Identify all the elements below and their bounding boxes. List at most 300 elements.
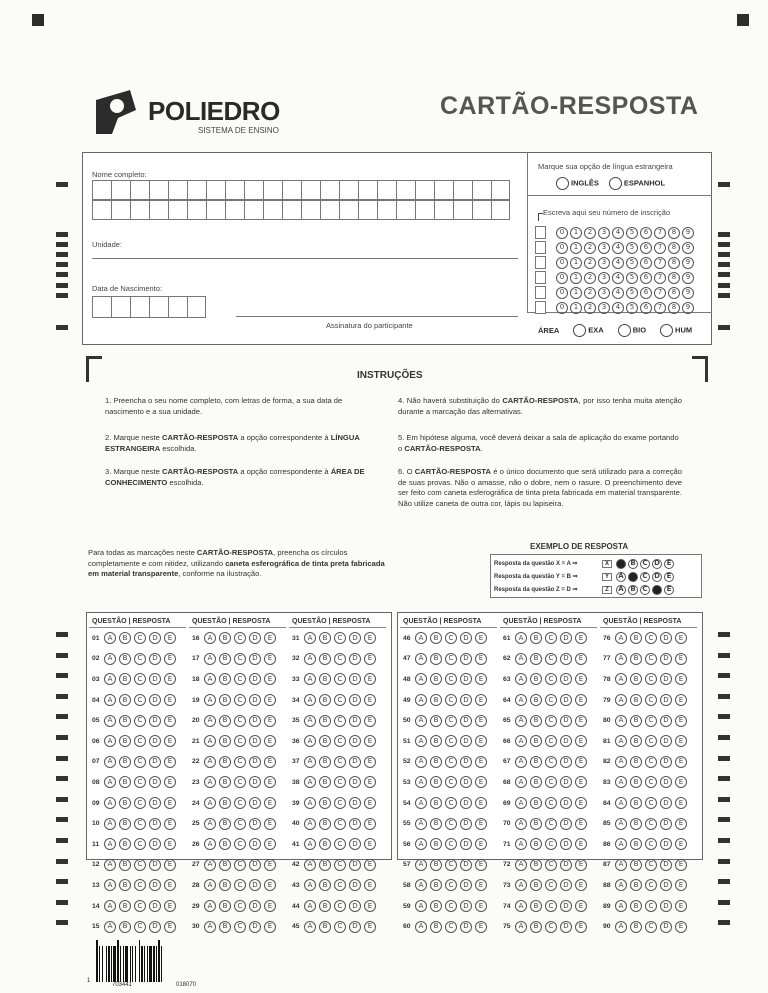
answer-bubble-d[interactable]: D xyxy=(149,756,161,768)
answer-bubble-d[interactable]: D xyxy=(660,797,672,809)
answer-bubble-d[interactable]: D xyxy=(149,838,161,850)
inscription-digit-bubble[interactable]: 4 xyxy=(612,227,624,239)
inscription-digit-bubble[interactable]: 4 xyxy=(612,257,624,269)
answer-bubble-a[interactable]: A xyxy=(615,859,627,871)
answer-bubble-d[interactable]: D xyxy=(660,653,672,665)
answer-bubble-b[interactable]: B xyxy=(319,776,331,788)
answer-bubble-d[interactable]: D xyxy=(560,859,572,871)
answer-bubble-c[interactable]: C xyxy=(234,900,246,912)
answer-bubble-a[interactable]: A xyxy=(615,818,627,830)
answer-bubble-a[interactable]: A xyxy=(204,673,216,685)
answer-bubble-a[interactable]: A xyxy=(615,838,627,850)
answer-bubble-a[interactable]: A xyxy=(304,776,316,788)
name-char-box[interactable] xyxy=(396,200,415,220)
answer-bubble-c[interactable]: C xyxy=(334,653,346,665)
area-option-bio[interactable] xyxy=(618,324,646,337)
answer-bubble-b[interactable]: B xyxy=(630,673,642,685)
name-char-box[interactable] xyxy=(320,180,339,200)
answer-bubble-a[interactable]: A xyxy=(415,879,427,891)
answer-bubble-c[interactable]: C xyxy=(334,756,346,768)
answer-bubble-d[interactable]: D xyxy=(349,735,361,747)
answer-bubble-c[interactable]: C xyxy=(134,756,146,768)
answer-bubble-a[interactable]: A xyxy=(304,735,316,747)
answer-bubble-c[interactable]: C xyxy=(334,859,346,871)
answer-bubble-d[interactable]: D xyxy=(349,673,361,685)
name-char-box[interactable] xyxy=(263,200,282,220)
answer-bubble-d[interactable]: D xyxy=(249,838,261,850)
answer-bubble-b[interactable]: B xyxy=(119,694,131,706)
answer-bubble-d[interactable]: D xyxy=(149,921,161,933)
inscription-digit-box[interactable] xyxy=(535,226,546,239)
inscription-digit-bubble[interactable]: 2 xyxy=(584,242,596,254)
answer-bubble-a[interactable]: A xyxy=(204,694,216,706)
answer-bubble-c[interactable]: C xyxy=(134,673,146,685)
answer-bubble-c[interactable]: C xyxy=(234,694,246,706)
answer-bubble-c[interactable]: C xyxy=(445,756,457,768)
inscription-digit-bubble[interactable]: 7 xyxy=(654,227,666,239)
name-char-box[interactable] xyxy=(472,180,491,200)
inscription-digit-bubble[interactable]: 0 xyxy=(556,272,568,284)
name-char-box[interactable] xyxy=(415,200,434,220)
answer-bubble-a[interactable]: A xyxy=(204,653,216,665)
answer-bubble-c[interactable]: C xyxy=(334,694,346,706)
answer-bubble-b[interactable]: B xyxy=(430,879,442,891)
name-char-box[interactable] xyxy=(377,200,396,220)
answer-bubble-a[interactable]: A xyxy=(415,735,427,747)
answer-bubble-d[interactable]: D xyxy=(660,756,672,768)
answer-bubble-c[interactable]: C xyxy=(334,776,346,788)
answer-bubble-a[interactable]: A xyxy=(304,879,316,891)
answer-bubble-d[interactable]: D xyxy=(460,879,472,891)
answer-bubble-c[interactable]: C xyxy=(545,715,557,727)
answer-bubble-d[interactable]: D xyxy=(460,694,472,706)
answer-bubble-a[interactable]: A xyxy=(415,756,427,768)
answer-bubble-c[interactable]: C xyxy=(134,653,146,665)
answer-bubble-c[interactable]: C xyxy=(334,673,346,685)
answer-bubble-b[interactable]: B xyxy=(630,735,642,747)
answer-bubble-a[interactable]: A xyxy=(104,653,116,665)
answer-bubble-d[interactable]: D xyxy=(349,838,361,850)
inscription-digit-bubble[interactable]: 6 xyxy=(640,257,652,269)
name-char-box[interactable] xyxy=(206,200,225,220)
birth-digit-box[interactable] xyxy=(168,296,187,318)
answer-bubble-c[interactable]: C xyxy=(134,900,146,912)
answer-bubble-a[interactable]: A xyxy=(515,735,527,747)
answer-bubble-c[interactable]: C xyxy=(645,859,657,871)
answer-bubble-e[interactable]: E xyxy=(164,818,176,830)
answer-bubble-b[interactable]: B xyxy=(319,859,331,871)
answer-bubble-c[interactable]: C xyxy=(334,632,346,644)
inscription-digit-box[interactable] xyxy=(535,241,546,254)
answer-bubble-e[interactable]: E xyxy=(575,735,587,747)
answer-bubble-b[interactable]: B xyxy=(219,859,231,871)
answer-bubble-a[interactable]: A xyxy=(304,694,316,706)
answer-bubble-b[interactable]: B xyxy=(219,776,231,788)
answer-bubble-a[interactable]: A xyxy=(204,632,216,644)
inscription-digit-bubble[interactable]: 0 xyxy=(556,257,568,269)
answer-bubble-d[interactable]: D xyxy=(149,694,161,706)
name-char-box[interactable] xyxy=(434,200,453,220)
inscription-digit-bubble[interactable]: 9 xyxy=(682,272,694,284)
answer-bubble-c[interactable]: C xyxy=(545,694,557,706)
answer-bubble-b[interactable]: B xyxy=(430,776,442,788)
name-field[interactable] xyxy=(92,180,510,220)
answer-bubble-a[interactable]: A xyxy=(304,818,316,830)
name-char-box[interactable] xyxy=(377,180,396,200)
answer-bubble-e[interactable]: E xyxy=(264,776,276,788)
answer-bubble-c[interactable]: C xyxy=(234,632,246,644)
answer-bubble-e[interactable]: E xyxy=(475,694,487,706)
answer-bubble-b[interactable]: B xyxy=(319,900,331,912)
answer-bubble-a[interactable]: A xyxy=(204,900,216,912)
name-char-box[interactable] xyxy=(130,200,149,220)
answer-bubble-b[interactable]: B xyxy=(530,632,542,644)
name-char-box[interactable] xyxy=(92,200,111,220)
answer-bubble-c[interactable]: C xyxy=(445,735,457,747)
answer-bubble-e[interactable]: E xyxy=(164,735,176,747)
answer-bubble-e[interactable]: E xyxy=(475,921,487,933)
answer-bubble-c[interactable]: C xyxy=(545,735,557,747)
answer-bubble-d[interactable]: D xyxy=(349,776,361,788)
answer-bubble-c[interactable]: C xyxy=(645,921,657,933)
answer-bubble-d[interactable]: D xyxy=(460,859,472,871)
answer-bubble-e[interactable]: E xyxy=(264,818,276,830)
answer-bubble-a[interactable]: A xyxy=(615,632,627,644)
answer-bubble-c[interactable]: C xyxy=(234,715,246,727)
answer-bubble-a[interactable]: A xyxy=(615,715,627,727)
answer-bubble-c[interactable]: C xyxy=(645,653,657,665)
answer-bubble-d[interactable]: D xyxy=(249,756,261,768)
answer-bubble-a[interactable]: A xyxy=(104,694,116,706)
answer-bubble-c[interactable]: C xyxy=(134,632,146,644)
answer-bubble-c[interactable]: C xyxy=(334,900,346,912)
answer-bubble-b[interactable]: B xyxy=(530,818,542,830)
answer-bubble-a[interactable]: A xyxy=(104,921,116,933)
answer-bubble-d[interactable]: D xyxy=(149,653,161,665)
answer-bubble-d[interactable]: D xyxy=(149,735,161,747)
answer-bubble-e[interactable]: E xyxy=(164,797,176,809)
answer-bubble-d[interactable]: D xyxy=(149,859,161,871)
answer-bubble-b[interactable]: B xyxy=(430,838,442,850)
answer-bubble-c[interactable]: C xyxy=(234,921,246,933)
name-char-box[interactable] xyxy=(111,180,130,200)
answer-bubble-d[interactable]: D xyxy=(249,921,261,933)
answer-bubble-b[interactable]: B xyxy=(119,735,131,747)
inscription-digit-bubble[interactable]: 2 xyxy=(584,302,596,314)
answer-bubble-b[interactable]: B xyxy=(530,694,542,706)
answer-bubble-a[interactable]: A xyxy=(104,632,116,644)
name-char-box[interactable] xyxy=(225,180,244,200)
answer-bubble-b[interactable]: B xyxy=(219,673,231,685)
answer-bubble-d[interactable]: D xyxy=(460,632,472,644)
inscription-digit-bubble[interactable]: 8 xyxy=(668,257,680,269)
inscription-digit-bubble[interactable]: 1 xyxy=(570,227,582,239)
inscription-digit-bubble[interactable]: 9 xyxy=(682,287,694,299)
answer-bubble-c[interactable]: C xyxy=(234,756,246,768)
answer-bubble-c[interactable]: C xyxy=(645,735,657,747)
answer-bubble-e[interactable]: E xyxy=(675,653,687,665)
answer-bubble-b[interactable]: B xyxy=(219,797,231,809)
inscription-digit-box[interactable] xyxy=(535,286,546,299)
answer-bubble-a[interactable]: A xyxy=(304,632,316,644)
inscription-digit-bubble[interactable]: 8 xyxy=(668,302,680,314)
answer-bubble-c[interactable]: C xyxy=(645,715,657,727)
answer-bubble-c[interactable]: C xyxy=(545,632,557,644)
answer-bubble-e[interactable]: E xyxy=(575,818,587,830)
answer-bubble-b[interactable]: B xyxy=(319,673,331,685)
answer-bubble-b[interactable]: B xyxy=(219,818,231,830)
answer-bubble-c[interactable]: C xyxy=(645,776,657,788)
inscription-digit-bubble[interactable]: 0 xyxy=(556,287,568,299)
answer-bubble-e[interactable]: E xyxy=(164,879,176,891)
answer-bubble-c[interactable]: C xyxy=(445,859,457,871)
answer-bubble-b[interactable]: B xyxy=(530,673,542,685)
answer-bubble-d[interactable]: D xyxy=(560,694,572,706)
answer-bubble-b[interactable]: B xyxy=(430,632,442,644)
answer-bubble-b[interactable]: B xyxy=(630,900,642,912)
answer-bubble-b[interactable]: B xyxy=(219,632,231,644)
answer-bubble-e[interactable]: E xyxy=(575,776,587,788)
answer-bubble-b[interactable]: B xyxy=(630,879,642,891)
inscription-digit-box[interactable] xyxy=(535,271,546,284)
answer-bubble-c[interactable]: C xyxy=(545,673,557,685)
answer-bubble-c[interactable]: C xyxy=(545,756,557,768)
name-char-box[interactable] xyxy=(491,200,510,220)
answer-bubble-e[interactable]: E xyxy=(575,715,587,727)
inscription-digit-bubble[interactable]: 1 xyxy=(570,257,582,269)
inscription-digit-bubble[interactable]: 3 xyxy=(598,242,610,254)
answer-bubble-a[interactable]: A xyxy=(204,735,216,747)
answer-bubble-e[interactable]: E xyxy=(264,879,276,891)
answer-bubble-a[interactable]: A xyxy=(104,900,116,912)
name-char-box[interactable] xyxy=(472,200,491,220)
answer-bubble-d[interactable]: D xyxy=(560,756,572,768)
answer-bubble-e[interactable]: E xyxy=(575,756,587,768)
answer-bubble-e[interactable]: E xyxy=(364,818,376,830)
answer-bubble-e[interactable]: E xyxy=(475,735,487,747)
answer-bubble-b[interactable]: B xyxy=(119,673,131,685)
answer-bubble-a[interactable]: A xyxy=(304,756,316,768)
answer-bubble-e[interactable]: E xyxy=(675,776,687,788)
answer-bubble-d[interactable]: D xyxy=(249,653,261,665)
inscription-digit-bubble[interactable]: 0 xyxy=(556,302,568,314)
answer-bubble-e[interactable]: E xyxy=(675,694,687,706)
answer-bubble-e[interactable]: E xyxy=(575,838,587,850)
answer-bubble-d[interactable]: D xyxy=(560,900,572,912)
name-char-box[interactable] xyxy=(415,180,434,200)
inscription-digit-bubble[interactable]: 4 xyxy=(612,272,624,284)
inscription-digit-bubble[interactable]: 8 xyxy=(668,272,680,284)
inscription-digit-bubble[interactable]: 1 xyxy=(570,242,582,254)
answer-bubble-e[interactable]: E xyxy=(475,673,487,685)
answer-bubble-c[interactable]: C xyxy=(334,838,346,850)
answer-bubble-a[interactable]: A xyxy=(415,653,427,665)
answer-bubble-c[interactable]: C xyxy=(134,879,146,891)
answer-bubble-c[interactable]: C xyxy=(234,818,246,830)
answer-bubble-c[interactable]: C xyxy=(334,715,346,727)
answer-bubble-a[interactable]: A xyxy=(515,694,527,706)
answer-bubble-c[interactable]: C xyxy=(445,632,457,644)
answer-bubble-a[interactable]: A xyxy=(104,859,116,871)
answer-bubble-d[interactable]: D xyxy=(149,797,161,809)
answer-bubble-a[interactable]: A xyxy=(515,838,527,850)
inscription-digit-bubble[interactable]: 5 xyxy=(626,242,638,254)
answer-bubble-b[interactable]: B xyxy=(430,921,442,933)
answer-bubble-b[interactable]: B xyxy=(219,694,231,706)
answer-bubble-a[interactable]: A xyxy=(204,776,216,788)
answer-bubble-e[interactable]: E xyxy=(164,921,176,933)
answer-bubble-e[interactable]: E xyxy=(264,921,276,933)
answer-bubble-e[interactable]: E xyxy=(475,879,487,891)
answer-bubble-b[interactable]: B xyxy=(530,838,542,850)
name-char-box[interactable] xyxy=(244,200,263,220)
answer-bubble-a[interactable]: A xyxy=(304,653,316,665)
answer-bubble-b[interactable]: B xyxy=(430,859,442,871)
answer-bubble-d[interactable]: D xyxy=(349,756,361,768)
name-char-box[interactable] xyxy=(358,180,377,200)
answer-bubble-b[interactable]: B xyxy=(530,859,542,871)
answer-bubble-a[interactable]: A xyxy=(515,653,527,665)
answer-bubble-a[interactable]: A xyxy=(415,900,427,912)
answer-bubble-d[interactable]: D xyxy=(460,673,472,685)
answer-bubble-b[interactable]: B xyxy=(219,900,231,912)
answer-bubble-e[interactable]: E xyxy=(575,859,587,871)
answer-bubble-d[interactable]: D xyxy=(249,715,261,727)
answer-bubble-d[interactable]: D xyxy=(149,715,161,727)
answer-bubble-a[interactable]: A xyxy=(415,818,427,830)
birth-digit-box[interactable] xyxy=(92,296,111,318)
answer-bubble-b[interactable]: B xyxy=(530,735,542,747)
answer-bubble-a[interactable]: A xyxy=(104,838,116,850)
answer-bubble-d[interactable]: D xyxy=(460,838,472,850)
answer-bubble-d[interactable]: D xyxy=(660,715,672,727)
answer-bubble-a[interactable]: A xyxy=(204,921,216,933)
answer-bubble-e[interactable]: E xyxy=(364,776,376,788)
answer-bubble-b[interactable]: B xyxy=(630,756,642,768)
name-char-box[interactable] xyxy=(491,180,510,200)
answer-bubble-d[interactable]: D xyxy=(149,900,161,912)
answer-bubble-d[interactable]: D xyxy=(349,632,361,644)
name-char-box[interactable] xyxy=(453,200,472,220)
inscription-digit-bubble[interactable]: 7 xyxy=(654,287,666,299)
answer-bubble-d[interactable]: D xyxy=(249,735,261,747)
answer-bubble-b[interactable]: B xyxy=(430,797,442,809)
signature-field[interactable] xyxy=(236,316,518,317)
answer-bubble-d[interactable]: D xyxy=(560,818,572,830)
answer-bubble-a[interactable]: A xyxy=(204,756,216,768)
answer-bubble-c[interactable]: C xyxy=(134,694,146,706)
answer-bubble-b[interactable]: B xyxy=(119,900,131,912)
answer-bubble-b[interactable]: B xyxy=(430,715,442,727)
name-char-box[interactable] xyxy=(149,180,168,200)
answer-bubble-a[interactable]: A xyxy=(415,921,427,933)
answer-bubble-d[interactable]: D xyxy=(560,715,572,727)
answer-bubble-a[interactable]: A xyxy=(304,921,316,933)
answer-bubble-e[interactable]: E xyxy=(675,900,687,912)
answer-bubble-e[interactable]: E xyxy=(475,900,487,912)
answer-bubble-e[interactable]: E xyxy=(675,859,687,871)
answer-bubble-a[interactable]: A xyxy=(615,653,627,665)
answer-bubble-a[interactable]: A xyxy=(515,797,527,809)
answer-bubble-e[interactable]: E xyxy=(164,776,176,788)
name-char-box[interactable] xyxy=(301,200,320,220)
answer-bubble-a[interactable]: A xyxy=(204,879,216,891)
answer-bubble-a[interactable]: A xyxy=(204,859,216,871)
name-char-box[interactable] xyxy=(339,200,358,220)
answer-bubble-e[interactable]: E xyxy=(675,797,687,809)
inscription-digit-bubble[interactable]: 3 xyxy=(598,287,610,299)
answer-bubble-a[interactable]: A xyxy=(515,818,527,830)
answer-bubble-c[interactable]: C xyxy=(545,900,557,912)
answer-bubble-d[interactable]: D xyxy=(249,673,261,685)
answer-bubble-a[interactable]: A xyxy=(104,797,116,809)
answer-bubble-d[interactable]: D xyxy=(249,797,261,809)
answer-bubble-a[interactable]: A xyxy=(415,797,427,809)
answer-bubble-e[interactable]: E xyxy=(264,838,276,850)
answer-bubble-d[interactable]: D xyxy=(460,818,472,830)
inscription-digit-bubble[interactable]: 2 xyxy=(584,287,596,299)
answer-bubble-e[interactable]: E xyxy=(364,673,376,685)
answer-bubble-b[interactable]: B xyxy=(119,653,131,665)
answer-bubble-c[interactable]: C xyxy=(134,838,146,850)
answer-bubble-b[interactable]: B xyxy=(219,838,231,850)
answer-bubble-e[interactable]: E xyxy=(675,715,687,727)
answer-bubble-a[interactable]: A xyxy=(204,838,216,850)
answer-bubble-c[interactable]: C xyxy=(234,735,246,747)
inscription-digit-bubble[interactable]: 2 xyxy=(584,227,596,239)
inscription-digit-bubble[interactable]: 5 xyxy=(626,287,638,299)
answer-bubble-d[interactable]: D xyxy=(249,818,261,830)
answer-bubble-c[interactable]: C xyxy=(645,818,657,830)
inscription-digit-bubble[interactable]: 3 xyxy=(598,257,610,269)
answer-bubble-d[interactable]: D xyxy=(349,921,361,933)
answer-bubble-c[interactable]: C xyxy=(234,673,246,685)
answer-bubble-d[interactable]: D xyxy=(249,900,261,912)
answer-bubble-d[interactable]: D xyxy=(560,776,572,788)
answer-bubble-d[interactable]: D xyxy=(149,673,161,685)
answer-bubble-a[interactable]: A xyxy=(615,673,627,685)
inscription-digit-bubble[interactable]: 7 xyxy=(654,272,666,284)
answer-bubble-a[interactable]: A xyxy=(304,797,316,809)
answer-bubble-e[interactable]: E xyxy=(164,673,176,685)
answer-bubble-b[interactable]: B xyxy=(319,694,331,706)
answer-bubble-a[interactable]: A xyxy=(204,715,216,727)
answer-bubble-e[interactable]: E xyxy=(264,756,276,768)
answer-bubble-a[interactable]: A xyxy=(615,797,627,809)
answer-bubble-e[interactable]: E xyxy=(364,921,376,933)
inscription-digit-bubble[interactable]: 6 xyxy=(640,242,652,254)
answer-bubble-b[interactable]: B xyxy=(119,838,131,850)
answer-bubble-b[interactable]: B xyxy=(430,818,442,830)
answer-bubble-b[interactable]: B xyxy=(630,838,642,850)
answer-bubble-d[interactable]: D xyxy=(249,632,261,644)
inscription-digit-bubble[interactable]: 6 xyxy=(640,287,652,299)
answer-bubble-e[interactable]: E xyxy=(575,673,587,685)
answer-bubble-c[interactable]: C xyxy=(445,838,457,850)
answer-bubble-d[interactable]: D xyxy=(660,818,672,830)
answer-bubble-d[interactable]: D xyxy=(660,838,672,850)
answer-bubble-c[interactable]: C xyxy=(445,715,457,727)
inscription-digit-bubble[interactable]: 7 xyxy=(654,242,666,254)
inscription-digit-bubble[interactable]: 9 xyxy=(682,227,694,239)
answer-bubble-a[interactable]: A xyxy=(415,673,427,685)
answer-bubble-e[interactable]: E xyxy=(364,756,376,768)
answer-bubble-a[interactable]: A xyxy=(304,715,316,727)
answer-bubble-b[interactable]: B xyxy=(119,879,131,891)
answer-bubble-e[interactable]: E xyxy=(475,838,487,850)
answer-bubble-e[interactable]: E xyxy=(575,797,587,809)
answer-bubble-b[interactable]: B xyxy=(319,715,331,727)
